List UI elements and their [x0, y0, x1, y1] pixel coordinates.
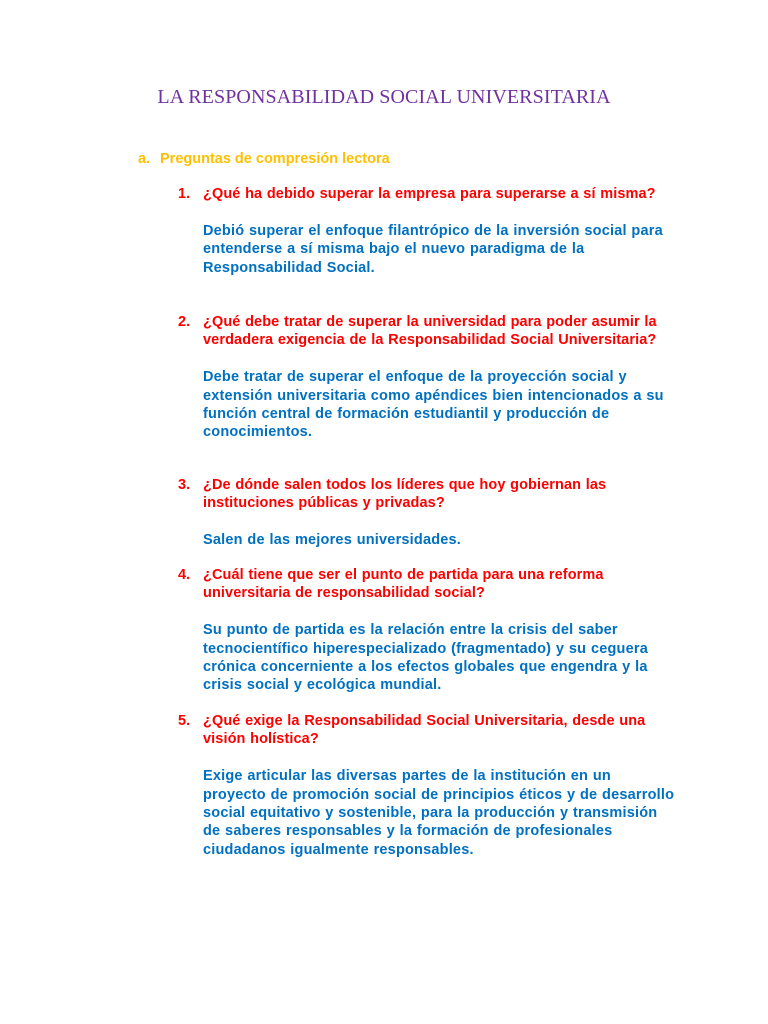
page-title: LA RESPONSABILIDAD SOCIAL UNIVERSITARIA — [157, 86, 611, 108]
qa-item-2 — [178, 313, 678, 442]
qa-item-3 — [178, 476, 678, 550]
qa-item-1 — [178, 185, 678, 277]
answer-text: Exige articular las diversas partes de la institución en un proyecto de promoción social de principios éticos y de desarrollo social equitativo y sostenible, para la producción y transmisión de saberes responsables y la formación de profesionales ciudadanos igualmente responsables. — [203, 768, 675, 858]
answer-text: Debe tratar de superar el enfoque de la proyección social y extensión universitaria como apéndices bien intencionados a su función central de formación estudiantil y producción de conocimientos. — [203, 369, 664, 441]
question-text: ¿Qué debe tratar de superar la universidad para poder asumir la verdadera exigencia de la Responsabilidad Social Universitaria? — [203, 314, 657, 349]
section-marker: a. — [138, 151, 151, 167]
question-text: ¿Qué ha debido superar la empresa para superarse a sí misma? — [203, 186, 656, 202]
question-text: ¿De dónde salen todos los líderes que hoy gobiernan las instituciones públicas y privadas? — [203, 477, 607, 512]
question-text: ¿Qué exige la Responsabilidad Social Universitaria, desde una visión holística? — [203, 713, 646, 748]
question — [178, 476, 678, 513]
qa-item-4 — [178, 566, 678, 695]
question-text: ¿Cuál tiene que ser el punto de partida para una reforma universitaria de responsabilidad social? — [203, 567, 604, 602]
question-number: 5. — [178, 713, 191, 729]
question-number: 2. — [178, 314, 191, 330]
question-number: 4. — [178, 567, 191, 583]
section-label: Preguntas de compresión lectora — [160, 151, 390, 167]
answer-text: Salen de las mejores universidades. — [203, 532, 462, 549]
qa-item-5 — [178, 712, 678, 859]
question — [178, 313, 678, 350]
question — [178, 712, 678, 749]
question-number: 3. — [178, 477, 191, 493]
section-heading — [138, 151, 390, 167]
question — [178, 185, 678, 203]
answer-text: Su punto de partida es la relación entre la crisis del saber tecnocientífico hiperespecializado (fragmentado) y su ceguera crónica concerniente a los efectos globales que engendra y la crisis social y ecológica mundial. — [203, 622, 648, 694]
answer-text: Debió superar el enfoque filantrópico de la inversión social para entenderse a sí misma bajo el nuevo paradigma de la Responsabilidad Social. — [203, 222, 663, 276]
question — [178, 566, 678, 603]
question-number: 1. — [178, 186, 191, 202]
